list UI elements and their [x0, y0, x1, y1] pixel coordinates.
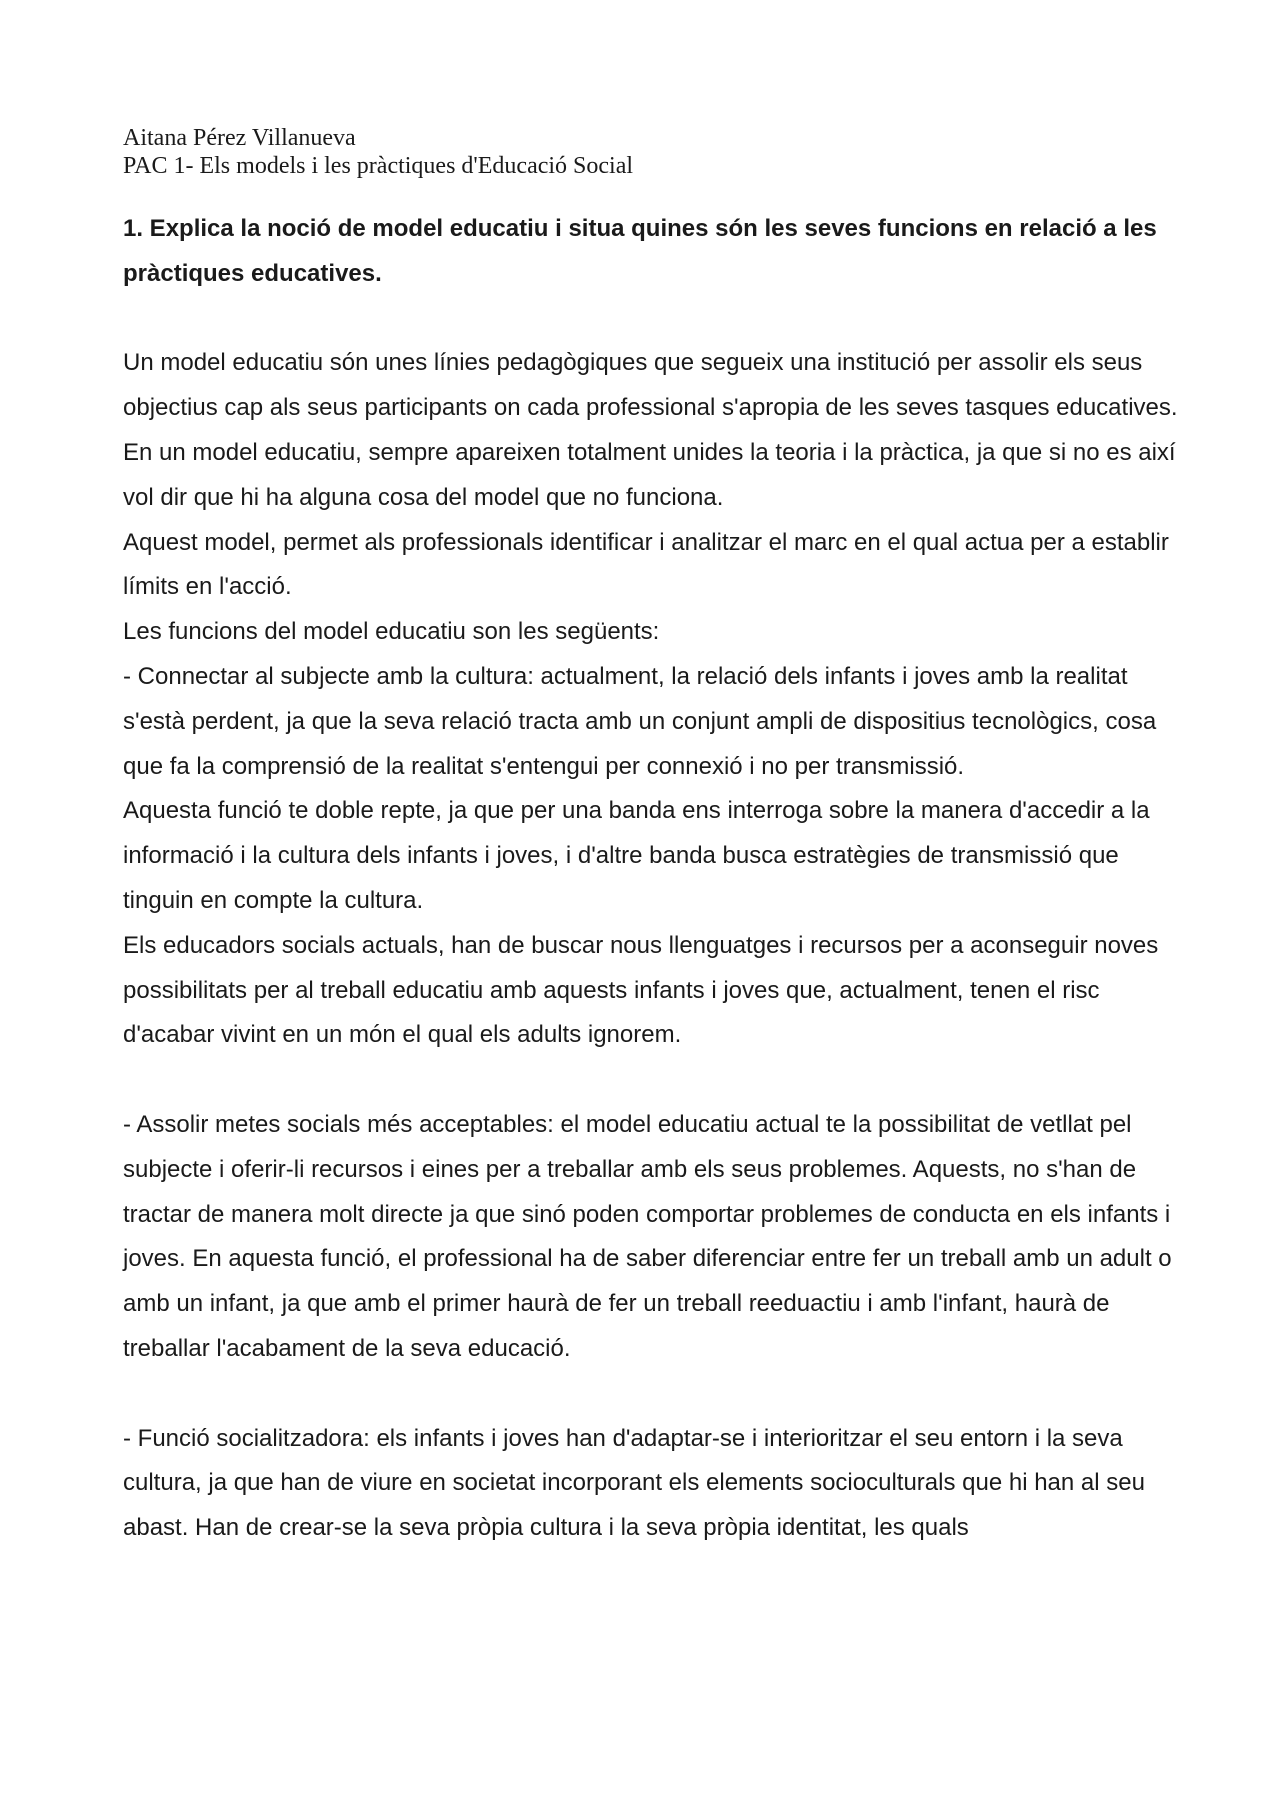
paragraph: Els educadors socials actuals, han de buscar nous llenguatges i recursos per a aconseguir noves possibilitats per al treball educatiu amb aquests infants i joves que, actualment, tenen el risc d'acabar vivint en un món el qual els adults ignorem.: [123, 931, 1159, 1049]
document-title: PAC 1- Els models i les pràctiques d'Educació Social: [123, 153, 634, 179]
paragraph: - Assolir metes socials més acceptables: el model educatiu actual te la possibilitat de vetllat pel subjecte i oferir-li recursos i eines per a treballar amb els seus problemes. Aquests, no s'han de tractar de manera molt directe ja que sinó poden comportar problemes de conducta en els infants i joves. En aquesta funció, el professional ha de saber diferenciar entre fer un treball amb un adult o amb un infant, ja que amb el primer haurà de fer un treball reeduactiu i amb l'infant, haurà de treballar l'acabament de la seva educació.: [123, 1110, 1172, 1362]
document-header: [123, 124, 633, 180]
paragraph: Les funcions del model educatiu son les següents:: [123, 618, 660, 646]
paragraph: Un model educatiu són unes línies pedagògiques que segueix una institució per assolir els seus objectius cap als seus participants on cada professional s'apropia de les seves tasques educatives.: [123, 349, 1178, 422]
paragraph: En un model educatiu, sempre apareixen totalment unides la teoria i la pràctica, ja que si no es així vol dir que hi ha alguna cosa del model que no funciona.: [123, 438, 1176, 511]
document-body: [123, 207, 1183, 1551]
paragraph: - Funció socialitzadora: els infants i joves han d'adaptar-se i interioritzar el seu entorn i la seva cultura, ja que han de viure en societat incorporant els elements socioculturals que hi han al seu abast. Han de crear-se la seva pròpia cultura i la seva pròpia identitat, les quals: [123, 1424, 1145, 1542]
paragraph: Aquest model, permet als professionals identificar i analitzar el marc en el qual actua per a establir límits en l'acció.: [123, 528, 1169, 601]
paragraph: - Connectar al subjecte amb la cultura: actualment, la relació dels infants i joves amb la realitat s'està perdent, ja que la seva relació tracta amb un conjunt ampli de dispositius tecnològics, cosa que fa la comprensió de la realitat s'entengui per connexió i no per transmissió.: [123, 662, 1157, 780]
paragraph: Aquesta funció te doble repte, ja que per una banda ens interroga sobre la manera d'accedir a la informació i la cultura dels infants i joves, i d'altre banda busca estratègies de transmissió que tinguin en compte la cultura.: [123, 797, 1150, 914]
author-name: Aitana Pérez Villanueva: [123, 125, 356, 151]
question-heading: 1. Explica la noció de model educatiu i situa quines són les seves funcions en relació a les pràctiques educatives.: [123, 215, 1157, 287]
